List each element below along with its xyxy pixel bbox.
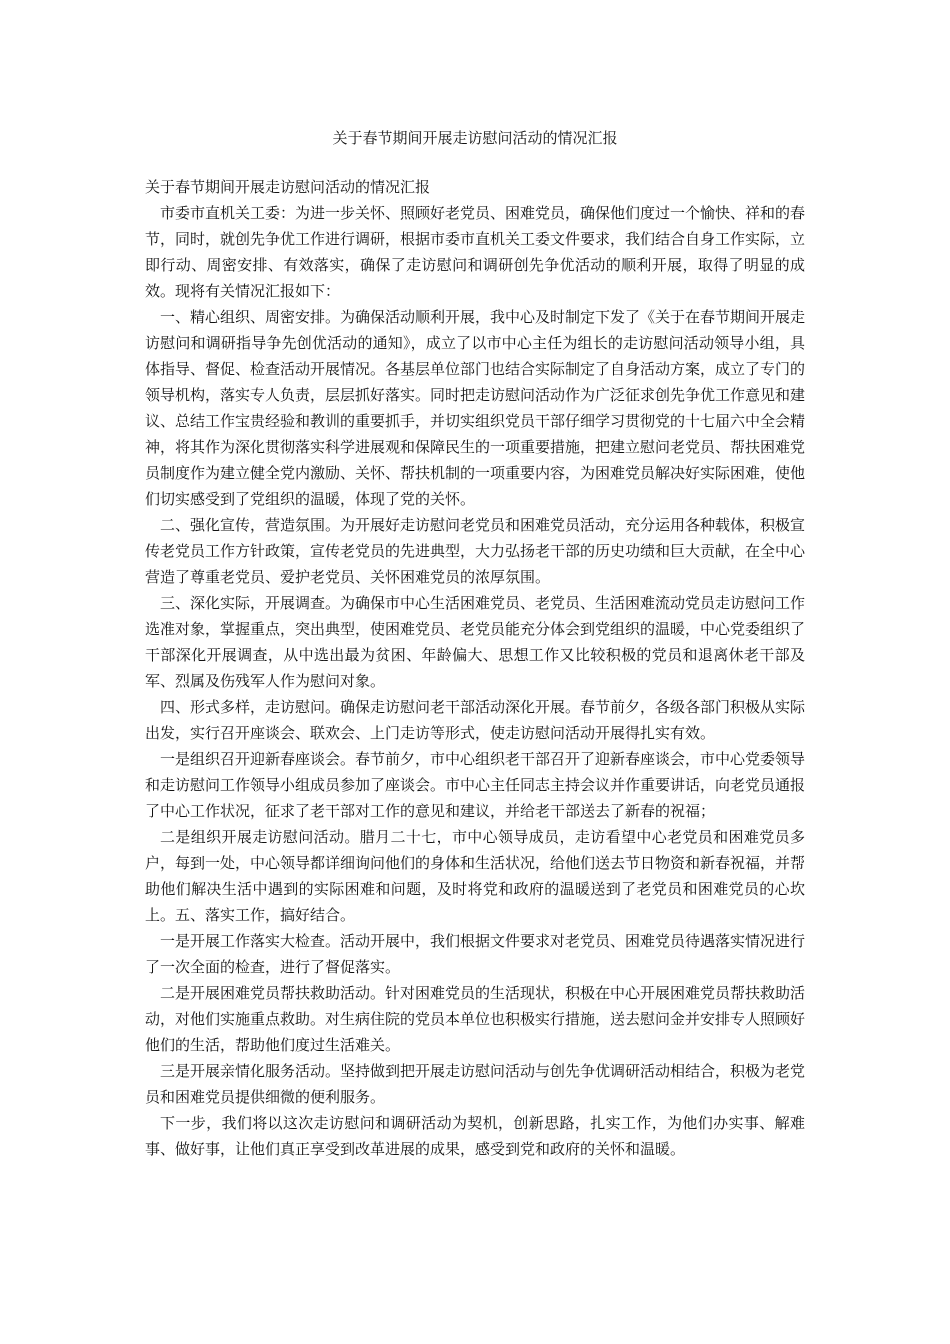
paragraph-next-steps: 下一步，我们将以这次走访慰问和调研活动为契机，创新思路，扎实工作，为他们办实事、解难事、做好事，让他们真正享受到改革进展的成果，感受到党和政府的关怀和温暖。 [145, 1114, 805, 1158]
paragraph-section-4: 四、形式多样，走访慰问。确保走访慰问老干部活动深化开展。春节前夕，各级各部门积极从实际出发，实行召开座谈会、联欢会、上门走访等形式，使走访慰问活动开展得扎实有效。 [145, 698, 806, 742]
document-body [145, 174, 805, 1162]
paragraph-section-1: 一、精心组织、周密安排。为确保活动顺利开展，我中心及时制定下发了《关于在春节期间开展走访慰问和调研指导争先创优活动的通知》，成立了以市中心主任为组长的走访慰问活动领导小组，具体指导、督促、检查活动开展情况。各基层单位部门也结合实际制定了自身活动方案，成立了专门的领导机构，落实专人负责，层层抓好落实。同时把走访慰问活动作为广泛征求创先争优工作意见和建议、总结工作宝贵经验和教训的重要抓手，并切实组织党员干部仔细学习贯彻党的十七届六中全会精神，将其作为深化贯彻落实科学进展观和保障民生的一项重要措施，把建立慰问老党员、帮扶困难党员制度作为建立健全党内激励、关怀、帮扶机制的一项重要内容，为困难党员解决好实际困难，使他们切实感受到了党组织的温暖，体现了党的关怀。 [145, 308, 806, 508]
paragraph-item-5-2: 二是开展困难党员帮扶救助活动。针对困难党员的生活现状，积极在中心开展困难党员帮扶救助活动，对他们实施重点救助。对生病住院的党员本单位也积极实行措施，送去慰问金并安排专人照顾好他们的生活，帮助他们度过生活难关。 [145, 984, 806, 1054]
document-title: 关于春节期间开展走访慰问活动的情况汇报 [332, 129, 618, 147]
paragraph-item-5-1: 一是开展工作落实大检查。活动开展中，我们根据文件要求对老党员、困难党员待遇落实情况进行了一次全面的检查，进行了督促落实。 [145, 932, 806, 976]
paragraph-section-2: 二、强化宣传，营造氛围。为开展好走访慰问老党员和困难党员活动，充分运用各种载体，积极宣传老党员工作方针政策，宣传老党员的先进典型，大力弘扬老干部的历史功绩和巨大贡献，在全中心营造了尊重老党员、爱护老党员、关怀困难党员的浓厚氛围。 [145, 516, 806, 586]
paragraph-item-4-2: 二是组织开展走访慰问活动。腊月二十七，市中心领导成员，走访看望中心老党员和困难党员多户，每到一处，中心领导都详细询问他们的身体和生活状况，给他们送去节日物资和新春祝福，并帮助他们解决生活中遇到的实际困难和问题，及时将党和政府的温暖送到了老党员和困难党员的心坎上。五、落实工作，搞好结合。 [145, 828, 806, 924]
paragraph-item-4-1: 一是组织召开迎新春座谈会。春节前夕，市中心组织老干部召开了迎新春座谈会，市中心党委领导和走访慰问工作领导小组成员参加了座谈会。市中心主任同志主持会议并作重要讲话，向老党员通报了中心工作状况，征求了老干部对工作的意见和建议，并给老干部送去了新春的祝福； [145, 750, 806, 820]
document-subtitle: 关于春节期间开展走访慰问活动的情况汇报 [145, 178, 431, 196]
paragraph-item-5-3: 三是开展亲情化服务活动。坚持做到把开展走访慰问活动与创先争优调研活动相结合，积极为老党员和困难党员提供细微的便利服务。 [145, 1062, 806, 1106]
paragraph-section-3: 三、深化实际，开展调查。为确保市中心生活困难党员、老党员、生活困难流动党员走访慰问工作选准对象，掌握重点，突出典型，使困难党员、老党员能充分体会到党组织的温暖，中心党委组织了干部深化开展调查，从中选出最为贫困、年龄偏大、思想工作又比较积极的党员和退离休老干部及军、烈属及伤残军人作为慰问对象。 [145, 594, 806, 690]
paragraph-intro: 市委市直机关工委：为进一步关怀、照顾好老党员、困难党员，确保他们度过一个愉快、祥和的春节，同时，就创先争优工作进行调研，根据市委市直机关工委文件要求，我们结合自身工作实际，立即行动、周密安排、有效落实，确保了走访慰问和调研创先争优活动的顺利开展，取得了明显的成效。现将有关情况汇报如下： [145, 204, 806, 300]
